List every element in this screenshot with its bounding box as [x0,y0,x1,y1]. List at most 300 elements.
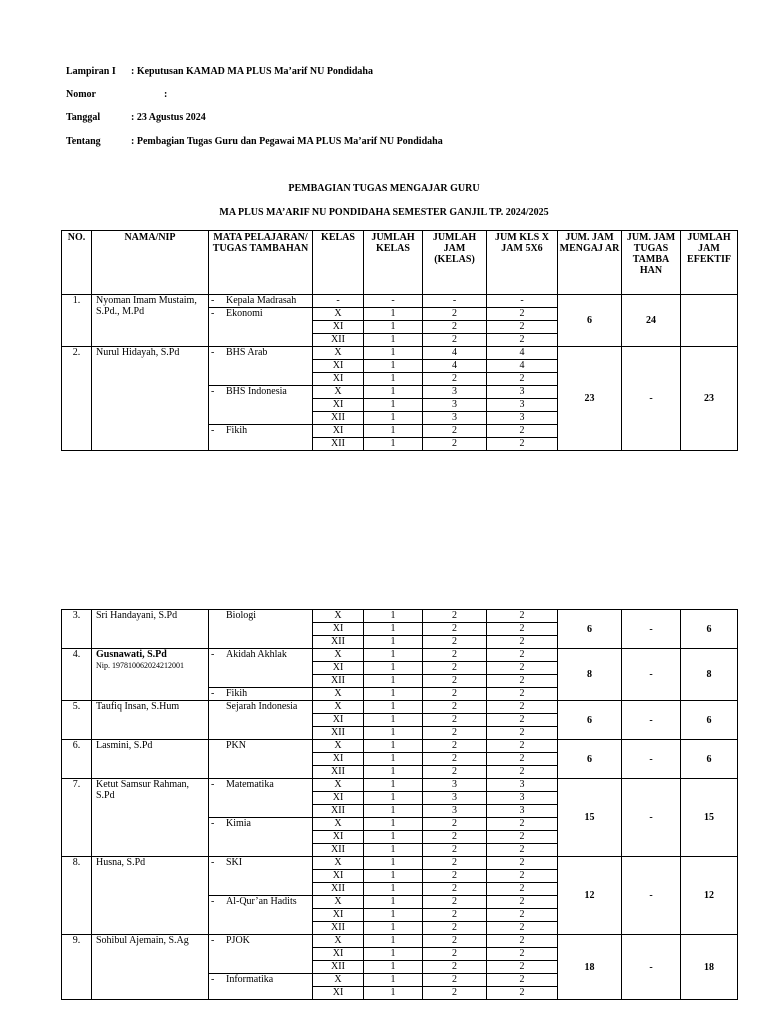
subject-cell [209,714,313,727]
subject-name: SKI [226,857,243,868]
jum-kls-jam-cell: 2 [487,844,558,857]
subject-name: Kepala Madrasah [226,295,297,306]
subject-dash: - [211,935,215,946]
teacher-name-cell [92,779,209,857]
jumlah-kelas-cell: 1 [364,675,423,688]
jam-efektif-cell: 18 [681,935,738,1000]
subject-dash: - [211,425,215,436]
header-jumlah-kelas: JUMLAH KELAS [364,231,423,295]
jumlah-kelas-cell: 1 [364,334,423,347]
subject-cell [209,321,313,334]
jum-kls-jam-cell: 2 [487,438,558,451]
subject-cell [209,386,313,399]
jumlah-jam-cell: 2 [423,753,487,766]
kelas-cell: XI [313,373,364,386]
kelas-cell: X [313,857,364,870]
teacher-nip: Nip. 197810062024212001 [96,661,184,670]
jumlah-kelas-cell: 1 [364,987,423,1000]
jumlah-jam-cell: 2 [423,688,487,701]
jumlah-jam-cell: 2 [423,831,487,844]
jam-efektif-cell: 6 [681,701,738,740]
table-row [62,295,738,308]
jumlah-jam-cell: 2 [423,714,487,727]
jumlah-kelas-cell: 1 [364,909,423,922]
jum-kls-jam-cell: 2 [487,883,558,896]
subject-cell [209,805,313,818]
jam-mengajar-cell: 6 [558,740,622,779]
jumlah-kelas-cell: 1 [364,649,423,662]
tanggal-label: Tanggal [66,112,101,123]
subject-cell [209,295,313,308]
jumlah-kelas-cell: 1 [364,883,423,896]
jum-kls-jam-cell: 2 [487,610,558,623]
teacher-name-cell [92,649,209,701]
jumlah-kelas-cell: 1 [364,386,423,399]
jumlah-kelas-cell: 1 [364,308,423,321]
subject-cell [209,818,313,831]
jumlah-jam-cell: 2 [423,321,487,334]
jum-kls-jam-cell: 2 [487,334,558,347]
subject-cell [209,766,313,779]
jumlah-kelas-cell: 1 [364,688,423,701]
kelas-cell: XII [313,922,364,935]
subject-dash: - [211,857,215,868]
jumlah-kelas-cell: 1 [364,412,423,425]
lampiran-label: Lampiran I [66,66,116,77]
jumlah-jam-cell: 2 [423,922,487,935]
teacher-name: Husna, S.Pd [96,857,146,868]
jumlah-kelas-cell: 1 [364,805,423,818]
subject-name: PJOK [226,935,250,946]
kelas-cell: X [313,386,364,399]
subject-cell [209,753,313,766]
kelas-cell: X [313,649,364,662]
kelas-cell: XI [313,909,364,922]
row-number: 1. [62,295,92,347]
table-row [62,610,738,623]
jumlah-jam-cell: 2 [423,857,487,870]
jumlah-jam-cell: 2 [423,948,487,961]
kelas-cell: XII [313,727,364,740]
kelas-cell: XII [313,766,364,779]
jumlah-jam-cell: 4 [423,347,487,360]
jumlah-jam-cell: 3 [423,792,487,805]
jumlah-jam-cell: 2 [423,675,487,688]
jam-tugas-cell: - [622,857,681,935]
subject-cell [209,857,313,870]
jam-efektif-cell: 6 [681,610,738,649]
subject-cell [209,974,313,987]
jumlah-kelas-cell: 1 [364,740,423,753]
subject-dash: - [211,688,215,699]
subject-cell [209,688,313,701]
subject-cell [209,870,313,883]
subject-cell [209,701,313,714]
nomor-label: Nomor [66,89,96,100]
kelas-cell: XI [313,321,364,334]
jumlah-jam-cell: 2 [423,308,487,321]
header-jum-jam-mengajar: JUM. JAM MENGAJ AR [558,231,622,295]
jum-kls-jam-cell: 2 [487,766,558,779]
kelas-cell: - [313,295,364,308]
jam-efektif-cell: 23 [681,347,738,451]
table-header-row [62,231,738,295]
jum-kls-jam-cell: 2 [487,961,558,974]
subject-cell [209,844,313,857]
kelas-cell: XI [313,792,364,805]
nomor-value: : [164,89,168,100]
teacher-name: Taufiq Insan, S.Hum [96,701,180,712]
row-number: 8. [62,857,92,935]
jum-kls-jam-cell: 2 [487,948,558,961]
jam-mengajar-cell: 8 [558,649,622,701]
subject-cell [209,373,313,386]
kelas-cell: XI [313,753,364,766]
kelas-cell: X [313,347,364,360]
jum-kls-jam-cell: 3 [487,399,558,412]
table2-body [62,610,738,1000]
subject-dash: - [211,308,215,319]
jumlah-kelas-cell: 1 [364,922,423,935]
subject-name: BHS Indonesia [226,386,287,397]
subject-cell [209,636,313,649]
header-jum-kls-jam: JUM KLS X JAM 5X6 [487,231,558,295]
jumlah-jam-cell: 2 [423,987,487,1000]
jam-tugas-cell: - [622,740,681,779]
subject-cell [209,883,313,896]
jum-kls-jam-cell: 2 [487,974,558,987]
subject-cell [209,792,313,805]
header-no: NO. [62,231,92,295]
subject-cell [209,740,313,753]
jam-efektif-cell [681,295,738,347]
kelas-cell: XI [313,425,364,438]
document-title: PEMBAGIAN TUGAS MENGAJAR GURU [288,183,480,194]
jum-kls-jam-cell: 2 [487,675,558,688]
kelas-cell: XII [313,883,364,896]
jam-efektif-cell: 8 [681,649,738,701]
subject-cell [209,610,313,623]
row-number: 9. [62,935,92,1000]
kelas-cell: X [313,740,364,753]
jumlah-jam-cell: 2 [423,623,487,636]
header-jum-jam-tugas: JUM. JAM TUGAS TAMBA HAN [622,231,681,295]
kelas-cell: XI [313,831,364,844]
jumlah-jam-cell: 2 [423,662,487,675]
jumlah-jam-cell: 2 [423,883,487,896]
teacher-name-cell [92,347,209,451]
jumlah-jam-cell: 2 [423,610,487,623]
subject-name: Informatika [226,974,274,985]
subject-name: Akidah Akhlak [226,649,287,660]
kelas-cell: X [313,688,364,701]
subject-dash: - [211,896,215,907]
tentang-label: Tentang [66,136,101,147]
jum-kls-jam-cell: 2 [487,714,558,727]
jum-kls-jam-cell: 2 [487,727,558,740]
teaching-table-part2 [61,609,738,1000]
kelas-cell: XI [313,948,364,961]
jam-mengajar-cell: 6 [558,295,622,347]
teacher-name-cell [92,935,209,1000]
subject-name: Kimia [226,818,251,829]
jam-efektif-cell: 6 [681,740,738,779]
kelas-cell: XI [313,623,364,636]
table-row [62,701,738,714]
jumlah-kelas-cell: 1 [364,831,423,844]
subject-cell [209,896,313,909]
kelas-cell: X [313,701,364,714]
jumlah-jam-cell: 2 [423,649,487,662]
row-number: 6. [62,740,92,779]
jumlah-kelas-cell: 1 [364,347,423,360]
subject-cell [209,935,313,948]
jum-kls-jam-cell: - [487,295,558,308]
header-jumlah-jam: JUMLAH JAM (KELAS) [423,231,487,295]
subject-cell [209,831,313,844]
subject-cell [209,662,313,675]
jumlah-jam-cell: 2 [423,740,487,753]
subject-name: BHS Arab [226,347,268,358]
jumlah-jam-cell: 2 [423,844,487,857]
jam-mengajar-cell: 15 [558,779,622,857]
teacher-name: Sohibul Ajemain, S.Ag [96,935,189,946]
jum-kls-jam-cell: 3 [487,792,558,805]
jam-tugas-cell: - [622,935,681,1000]
jam-efektif-cell: 12 [681,857,738,935]
jumlah-jam-cell: 2 [423,961,487,974]
subject-dash: - [211,386,215,397]
jum-kls-jam-cell: 3 [487,386,558,399]
jumlah-jam-cell: 2 [423,727,487,740]
header-jumlah-jam-efektif: JUMLAH JAM EFEKTIF [681,231,738,295]
jumlah-kelas-cell: 1 [364,636,423,649]
teacher-name-cell [92,740,209,779]
header-mapel: MATA PELAJARAN/ TUGAS TAMBAHAN [209,231,313,295]
jumlah-kelas-cell: 1 [364,727,423,740]
jumlah-kelas-cell: - [364,295,423,308]
kelas-cell: X [313,779,364,792]
jum-kls-jam-cell: 2 [487,662,558,675]
kelas-cell: XII [313,844,364,857]
kelas-cell: XI [313,399,364,412]
subject-cell [209,987,313,1000]
teacher-name-cell [92,610,209,649]
subject-dash: - [211,347,215,358]
kelas-cell: XI [313,987,364,1000]
jumlah-jam-cell: 3 [423,779,487,792]
subject-cell [209,948,313,961]
kelas-cell: X [313,610,364,623]
jum-kls-jam-cell: 4 [487,360,558,373]
jum-kls-jam-cell: 2 [487,636,558,649]
jumlah-kelas-cell: 1 [364,974,423,987]
kelas-cell: XII [313,675,364,688]
subject-dash: - [211,295,215,306]
teacher-name: Lasmini, S.Pd [96,740,153,751]
jam-tugas-cell: 24 [622,295,681,347]
jumlah-kelas-cell: 1 [364,844,423,857]
jumlah-jam-cell: 3 [423,412,487,425]
teacher-name: Ketut Samsur Rahman, S.Pd [96,779,190,801]
jumlah-jam-cell: 2 [423,870,487,883]
jam-tugas-cell: - [622,779,681,857]
jumlah-kelas-cell: 1 [364,896,423,909]
jumlah-kelas-cell: 1 [364,935,423,948]
jum-kls-jam-cell: 3 [487,412,558,425]
subject-name: Sejarah Indonesia [226,701,298,712]
kelas-cell: X [313,896,364,909]
jum-kls-jam-cell: 2 [487,909,558,922]
jumlah-kelas-cell: 1 [364,779,423,792]
jam-tugas-cell: - [622,347,681,451]
row-number: 4. [62,649,92,701]
subject-cell [209,727,313,740]
subject-cell [209,909,313,922]
subject-cell [209,360,313,373]
jum-kls-jam-cell: 2 [487,308,558,321]
row-number: 5. [62,701,92,740]
jumlah-jam-cell: 2 [423,425,487,438]
jum-kls-jam-cell: 2 [487,922,558,935]
row-number: 7. [62,779,92,857]
subject-name: Biologi [226,610,257,621]
jumlah-kelas-cell: 1 [364,360,423,373]
jam-mengajar-cell: 12 [558,857,622,935]
tentang-value: : Pembagian Tugas Guru dan Pegawai MA PLUS Ma’arif NU Pondidaha [131,136,443,147]
subject-cell [209,425,313,438]
jumlah-jam-cell: 2 [423,935,487,948]
jum-kls-jam-cell: 2 [487,818,558,831]
jum-kls-jam-cell: 4 [487,347,558,360]
table-row [62,347,738,360]
subject-cell [209,347,313,360]
header-nama: NAMA/NIP [92,231,209,295]
jumlah-kelas-cell: 1 [364,753,423,766]
jam-tugas-cell: - [622,701,681,740]
kelas-cell: XI [313,662,364,675]
jumlah-kelas-cell: 1 [364,857,423,870]
teacher-name: Nyoman Imam Mustaim, S.Pd., M.Pd [96,295,197,317]
jumlah-kelas-cell: 1 [364,948,423,961]
jumlah-kelas-cell: 1 [364,373,423,386]
jumlah-kelas-cell: 1 [364,870,423,883]
subject-dash: - [211,649,215,660]
kelas-cell: XII [313,961,364,974]
teacher-name: Nurul Hidayah, S.Pd [96,347,180,358]
jum-kls-jam-cell: 2 [487,649,558,662]
jumlah-jam-cell: 2 [423,974,487,987]
jumlah-kelas-cell: 1 [364,714,423,727]
jumlah-jam-cell: 3 [423,399,487,412]
subject-cell [209,623,313,636]
teacher-name-cell [92,701,209,740]
kelas-cell: X [313,935,364,948]
table-row [62,935,738,948]
jum-kls-jam-cell: 2 [487,425,558,438]
jumlah-kelas-cell: 1 [364,321,423,334]
jumlah-kelas-cell: 1 [364,438,423,451]
jum-kls-jam-cell: 2 [487,831,558,844]
jumlah-jam-cell: 2 [423,334,487,347]
jum-kls-jam-cell: 2 [487,688,558,701]
subject-cell [209,675,313,688]
teacher-name-cell [92,295,209,347]
jumlah-kelas-cell: 1 [364,425,423,438]
jum-kls-jam-cell: 2 [487,740,558,753]
subject-cell [209,334,313,347]
subject-name: Al-Qur’an Hadits [226,896,297,907]
jumlah-kelas-cell: 1 [364,701,423,714]
teaching-table-part1 [61,230,738,451]
subject-dash: - [211,779,215,790]
kelas-cell: XII [313,412,364,425]
header-kelas: KELAS [313,231,364,295]
kelas-cell: XII [313,636,364,649]
table-row [62,740,738,753]
jum-kls-jam-cell: 2 [487,623,558,636]
jumlah-kelas-cell: 1 [364,399,423,412]
teacher-name-cell [92,857,209,935]
jum-kls-jam-cell: 2 [487,987,558,1000]
jumlah-jam-cell: 2 [423,438,487,451]
jam-mengajar-cell: 6 [558,701,622,740]
jumlah-jam-cell: 2 [423,373,487,386]
document-subtitle: MA PLUS MA’ARIF NU PONDIDAHA SEMESTER GANJIL TP. 2024/2025 [219,207,549,218]
table-row [62,857,738,870]
jam-efektif-cell: 15 [681,779,738,857]
jumlah-jam-cell: 2 [423,896,487,909]
row-number: 2. [62,347,92,451]
jam-tugas-cell: - [622,610,681,649]
teacher-name: Gusnawati, S.Pd [96,649,167,660]
jumlah-jam-cell: 3 [423,386,487,399]
subject-cell [209,308,313,321]
kelas-cell: XII [313,438,364,451]
lampiran-value: : Keputusan KAMAD MA PLUS Ma’arif NU Pondidaha [131,66,373,77]
jumlah-kelas-cell: 1 [364,662,423,675]
tanggal-value: : 23 Agustus 2024 [131,112,206,123]
jumlah-jam-cell: 2 [423,818,487,831]
jum-kls-jam-cell: 2 [487,753,558,766]
kelas-cell: XII [313,805,364,818]
jumlah-jam-cell: 2 [423,701,487,714]
subject-cell [209,438,313,451]
row-number: 3. [62,610,92,649]
jumlah-jam-cell: 2 [423,636,487,649]
kelas-cell: X [313,308,364,321]
jumlah-jam-cell: 4 [423,360,487,373]
jam-mengajar-cell: 6 [558,610,622,649]
jumlah-kelas-cell: 1 [364,961,423,974]
jumlah-kelas-cell: 1 [364,623,423,636]
jumlah-jam-cell: 2 [423,909,487,922]
jum-kls-jam-cell: 2 [487,896,558,909]
jumlah-jam-cell: - [423,295,487,308]
jumlah-kelas-cell: 1 [364,610,423,623]
jam-mengajar-cell: 18 [558,935,622,1000]
subject-name: PKN [226,740,247,751]
subject-dash: - [211,818,215,829]
subject-dash: - [211,974,215,985]
table1-body [62,295,738,451]
jumlah-jam-cell: 2 [423,766,487,779]
subject-name: Fikih [226,425,248,436]
jum-kls-jam-cell: 3 [487,805,558,818]
kelas-cell: XI [313,360,364,373]
subject-cell [209,649,313,662]
subject-cell [209,779,313,792]
